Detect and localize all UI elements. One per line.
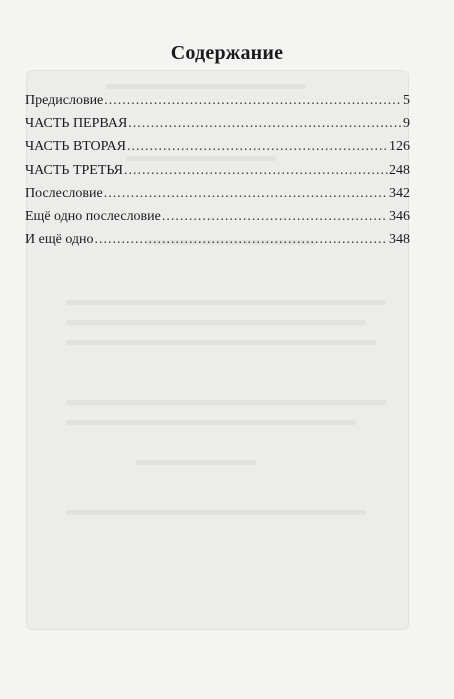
toc-entry[interactable] — [25, 89, 410, 112]
dot-leader — [124, 159, 388, 182]
toc-entry[interactable] — [25, 228, 410, 251]
toc-entry-title: ЧАСТЬ ТРЕТЬЯ — [25, 162, 124, 178]
toc-entry[interactable] — [25, 205, 410, 228]
dot-leader — [128, 112, 402, 135]
toc-entry-page: 126 — [389, 139, 410, 155]
toc-entry-page: 348 — [389, 232, 410, 248]
toc-entry-title: Ещё одно послесловие — [25, 208, 161, 224]
toc-entry-page: 346 — [389, 208, 410, 224]
toc-entry-page: 9 — [403, 116, 410, 132]
toc-entry-title: ЧАСТЬ ПЕРВАЯ — [25, 116, 128, 132]
toc-entry-page: 342 — [389, 185, 410, 201]
dot-leader — [162, 205, 388, 228]
toc-entry-page: 5 — [403, 93, 410, 108]
toc-entry-page: 248 — [389, 162, 410, 178]
page-title: Содержание — [170, 42, 284, 64]
toc-entry-title: И ещё одно — [25, 232, 94, 248]
toc-entry-title: Послесловие — [25, 185, 103, 201]
toc-entry[interactable] — [25, 182, 410, 205]
toc-entry-title: ЧАСТЬ ВТОРАЯ — [25, 139, 127, 155]
toc-entry[interactable] — [25, 112, 410, 135]
dot-leader — [127, 135, 388, 158]
dot-leader — [104, 89, 402, 112]
toc-entry-title: Предисловие — [25, 93, 104, 108]
toc-entry[interactable] — [25, 135, 410, 158]
dot-leader — [104, 182, 388, 205]
toc-entry[interactable] — [25, 159, 410, 182]
table-of-contents — [25, 89, 410, 251]
dot-leader — [95, 228, 388, 251]
